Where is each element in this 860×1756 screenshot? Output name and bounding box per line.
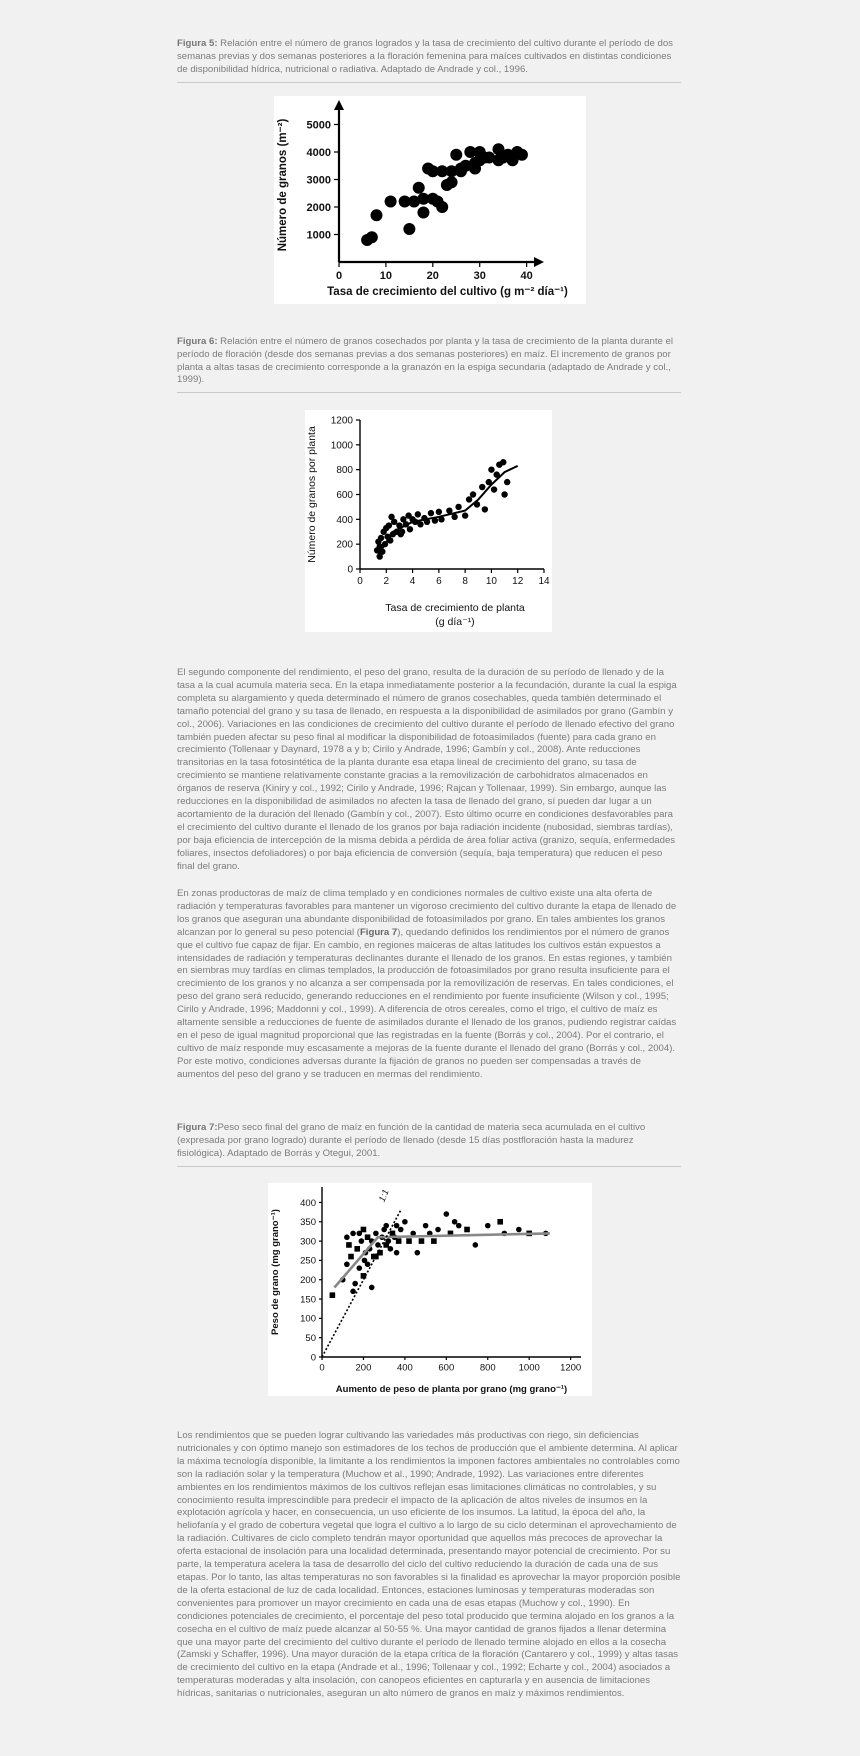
- data-point: [350, 1231, 356, 1237]
- x-tick-label: 1200: [560, 1362, 582, 1374]
- data-point: [516, 149, 528, 161]
- data-point: [388, 1246, 394, 1252]
- y-tick-label: 3000: [306, 174, 331, 187]
- data-point: [455, 504, 461, 510]
- figure-7-svg: [268, 1183, 592, 1396]
- data-point: [474, 154, 486, 166]
- divider: [177, 82, 681, 83]
- data-point: [516, 1227, 522, 1233]
- x-tick-label: 40: [520, 270, 533, 282]
- x-tick-label: 400: [396, 1362, 413, 1374]
- data-point: [361, 1227, 367, 1233]
- figure-7-reference: Figura 7: [359, 926, 398, 938]
- y-tick-label: 250: [300, 1255, 316, 1267]
- data-point: [501, 491, 507, 497]
- paragraph-2-text-a: En zonas productoras de maíz de clima templado y en condiciones normales de cultivo existe una alta oferta de radiación y temperaturas favorables para mantener un vigoroso crecimiento del cultivo durante la etapa de llenado de los granos que aseguran una abundante disponibilidad de fotoasimilados por grano. En tales ambientes los granos alcanzan por lo general su peso potencial (: [177, 888, 677, 938]
- data-point: [350, 1289, 356, 1295]
- y-tick-label: 400: [336, 514, 353, 526]
- data-point: [431, 1238, 437, 1244]
- data-point: [371, 209, 383, 221]
- data-point: [500, 459, 506, 465]
- y-tick-label: 200: [300, 1275, 316, 1287]
- one-to-one-label: 1:1: [376, 1187, 391, 1204]
- data-point: [417, 207, 429, 219]
- data-point: [394, 1223, 400, 1229]
- data-point: [485, 1223, 491, 1229]
- data-point: [466, 496, 472, 502]
- x-tick-label: 20: [426, 270, 439, 282]
- y-axis-label: Peso de grano (mg grano⁻¹): [270, 1209, 281, 1335]
- data-point: [452, 1219, 458, 1225]
- data-point: [462, 512, 468, 518]
- x-tick-label: 0: [319, 1362, 325, 1374]
- data-point: [446, 176, 458, 188]
- y-tick-label: 4000: [306, 146, 331, 159]
- data-point: [444, 1211, 450, 1217]
- y-tick-label: 200: [336, 539, 353, 551]
- data-point: [344, 1261, 350, 1267]
- x-tick-label: 12: [512, 576, 524, 587]
- y-axis-label: Número de granos (m⁻²): [277, 118, 289, 252]
- data-point: [417, 521, 423, 527]
- y-tick-label: 150: [300, 1294, 316, 1306]
- data-point: [346, 1242, 352, 1248]
- x-tick-label: 10: [485, 576, 497, 587]
- data-point: [406, 1238, 412, 1244]
- x-tick-label: 800: [479, 1362, 496, 1374]
- x-axis-label: Aumento de peso de planta por grano (mg grano⁻¹): [335, 1384, 568, 1395]
- figure-7-label: Figura 7:: [177, 1122, 218, 1133]
- y-tick-label: 2000: [306, 201, 331, 214]
- data-point: [399, 529, 405, 535]
- x-axis-label: Tasa de crecimiento del cultivo (g m⁻² día⁻¹): [327, 286, 568, 298]
- x-axis-label-units: (g día⁻¹): [435, 616, 475, 628]
- data-point: [470, 491, 476, 497]
- y-tick-label: 600: [336, 490, 353, 501]
- figure-5-caption: [177, 38, 681, 76]
- figure-7-chart: [268, 1183, 592, 1396]
- data-point: [369, 1285, 375, 1291]
- x-tick-label: 0: [335, 270, 343, 282]
- data-point: [497, 1219, 503, 1225]
- data-point: [365, 1261, 371, 1267]
- data-point: [456, 1223, 462, 1229]
- data-point: [504, 479, 510, 485]
- body-paragraph-2: [177, 888, 681, 1082]
- x-tick-label: 14: [538, 576, 550, 587]
- y-tick-label: 400: [300, 1197, 316, 1209]
- data-point: [388, 514, 394, 520]
- y-tick-label: 1200: [330, 415, 353, 427]
- data-point: [419, 1238, 425, 1244]
- figure-6-svg: [305, 410, 552, 632]
- x-tick-label: 4: [409, 576, 416, 587]
- figure-6-caption: [177, 336, 681, 387]
- data-point: [491, 486, 497, 492]
- y-tick-label: 800: [336, 465, 353, 477]
- x-tick-label: 600: [438, 1362, 455, 1374]
- data-point: [385, 196, 397, 208]
- figure-6-label: Figura 6:: [177, 336, 218, 347]
- data-point: [356, 1265, 362, 1271]
- data-point: [373, 1231, 379, 1237]
- y-tick-label: 1000: [306, 229, 331, 242]
- body-paragraph-1: El segundo componente del rendimiento, el peso del grano, resulta de la duración de su período de llenado y de la tasa a la cual acumula materia seca. En la etapa inmediatamente posterior a la fecundación, durante la cual la espiga completa su alargamiento y queda determinado el número de granos cosechables, queda también determinado el tamaño potencial del grano y su tasa de llenado, en respuesta a la disponibilidad de asimilados por grano (Gambín y col., 2006). Variaciones en las condiciones de crecimiento del cultivo durante el período de llenado efectivo del grano también pueden afectar su peso final al modificar la disponibilidad de fotoasimilados (fuente) para cada grano en crecimiento (Tollenaar y Daynard, 1978 a y b; Cirilo y Andrade, 1996; Gambín y col., 2008). Ante reducciones transitorias en la tasa fotosintética de la planta durante esa etapa lineal de crecimiento del grano, su tasa de crecimiento se mantiene relativamente constante gracias a la removilización de carbohidratos almacenados en órganos de reserva (Kiniry y col., 1992; Cirilo y Andrade, 1996; Rajcan y Tollenaar, 1999). Sin embargo, aunque las reducciones en la disponibilidad de asimilados no afecten la tasa de llenado del grano, sí pueden dar lugar a un acortamiento de la duración del llenado (Gambín y col., 2007). Esto último ocurre en condiciones desfavorables para el crecimiento del cultivo durante el llenado de los granos por baja radiación incidente (nubosidad, siembras tardías), por baja eficiencia de intercepción de la misma debida a pérdida de área foliar activa (granizo, sequía, enfermedades foliares, insectos defoliadores) o por baja eficiencia de conversión (sequía, baja temperatura) que reducen el peso final del grano.: [177, 667, 677, 872]
- y-tick-label: 100: [300, 1313, 316, 1325]
- body-paragraph-3: Los rendimientos que se pueden lograr cultivando las variedades más productivas con riego, sin deficiencias nutricionales y con óptimo manejo son estimadores de los techos de producción que el ambiente determina. Al aplicar la máxima tecnología disponible, la limitante a los rendimientos la imponen factores ambientales no controlables como son la radiación solar y la temperatura (Muchow et al., 1990; Andrade, 1992). Las variaciones entre diferentes ambientes en los rendimientos máximos de los cultivos reflejan esas limitaciones climáticas no controlables, y su conocimiento resulta imprescindible para predecir el impacto de la aplicación de altos niveles de insumos en la explotación agrícola y hacer, en consecuencia, un uso eficiente de los insumos. La latitud, la época del año, la heliofanía y el grado de cobertura vegetal que logra el cultivo a lo largo de su ciclo determinan el aprovechamiento de la radiación. Cultivares de ciclo completo tendrán mayor oportunidad que aquellos más precoces de aprovechar la oferta estacional de insolación para una localidad determinada, presentando mayor potencial de crecimiento. Por su parte, la temperatura acelera la tasa de desarrollo del ciclo del cultivo reduciendo la duración de cada una de sus etapas. Por lo tanto, las altas temperaturas no son favorables si la finalidad es aprovechar la mayor proporción posible de la oferta estacional de luz de cada localidad. Entonces, estaciones luminosas y temperaturas moderadas son convenientes para promover un mayor crecimiento en cada una de esas etapas (Muchow y col., 1990). En condiciones potenciales de crecimiento, el porcentaje del peso total producido que termina alojado en los granos a la cosecha en el cultivo de maíz puede alcanzar al 50-55 %. Una mayor cantidad de granos fijados a llenar determina que una mayor parte del crecimiento del cultivo durante el período de llenado termine alojado en ellos a la cosecha (Zamski y Schaffer, 1996). Una mayor duración de la etapa crítica de la floración (Cantarero y col., 1999) y altas tasas de crecimiento del cultivo en la etapa (Andrade et al., 1996; Tollenaar y col., 1992; Echarte y col., 2004) asociados a temperaturas moderadas y alta insolación, con canopeos eficientes en capturarla y en ausencia de limitaciones hídricas, sanitarias o nutricionales, aseguran un alto número de granos en maíz y máximos rendimientos.: [177, 1430, 681, 1700]
- data-point: [455, 165, 467, 177]
- data-point: [464, 1227, 470, 1233]
- x-tick-label: 200: [355, 1362, 372, 1374]
- data-point: [386, 522, 392, 528]
- data-point: [396, 1238, 402, 1244]
- divider: [177, 1166, 681, 1167]
- data-point: [436, 201, 448, 213]
- x-tick-label: 1000: [518, 1362, 540, 1374]
- data-point: [352, 1281, 358, 1287]
- figure-5-label: Figura 5:: [177, 38, 218, 49]
- data-point: [488, 466, 494, 472]
- data-point: [359, 1238, 365, 1244]
- data-point: [403, 223, 415, 235]
- x-axis-label: Tasa de crecimiento de planta: [385, 602, 525, 614]
- data-point: [378, 535, 384, 541]
- data-point: [413, 182, 425, 194]
- data-point: [450, 149, 462, 161]
- data-point: [354, 1246, 360, 1252]
- data-point: [407, 526, 413, 532]
- data-point: [344, 1234, 350, 1240]
- data-point: [383, 1223, 389, 1229]
- data-point: [428, 510, 434, 516]
- figure-6-caption-text: Relación entre el número de granos cosechados por planta y la tasa de crecimiento de la planta durante el período de floración (desde dos semanas previas a dos semanas posteriores) en maíz. El incremento de granos por planta a altas tasas de crecimiento corresponde a la granazón en la espiga secundaria (adaptado de Andrade y col., 1999).: [177, 336, 673, 386]
- figure-5-svg: [274, 96, 586, 304]
- data-point: [435, 1227, 441, 1233]
- data-point: [402, 1219, 408, 1225]
- y-axis-label: Número de granos por planta: [306, 426, 318, 563]
- y-tick-label: 0: [310, 1352, 316, 1364]
- data-point: [386, 1238, 392, 1244]
- y-tick-label: 1000: [330, 440, 353, 452]
- data-point: [423, 1223, 429, 1229]
- figure-7-caption: [177, 1122, 681, 1160]
- data-point: [366, 231, 378, 243]
- paragraph-2-text-b: ), quedando definidos los rendimientos por el número de granos que el cultivo fue capaz de fijar. En cambio, en regiones maiceras de altas latitudes los cultivos están expuestos a intensidades de radiación y temperaturas declinantes durante el llenado de los granos. En estas regiones, y también en siembras muy tardías en climas templados, la producción de fotoasimilados por grano resulta insuficiente para el crecimiento de los granos y no alcanza a ser compensada por la removilización de reservas. En tales condiciones, el peso del grano será reducido, generando reducciones en el rendimiento por fuente insuficiente (Wilson y col., 1995; Cirilo y Andrade, 1996; Maddonni y col., 1999). A diferencia de otros cereales, como el trigo, el cultivo de maíz es altamente sensible a reducciones de fuente de asimilados durante el llenado de los granos, pudiendo registrar caídas en el peso de igual magnitud proporcional que las registradas en la fuente (Borrás y col., 2004). Por el contrario, el cultivo de maíz responde muy escasamente a mejoras de la fuente durante el llenado del grano (Borrás y col., 2004). Por este motivo, condiciones adversas durante la fijación de granos no pueden ser compensadas a través de aumentos del peso del grano y se traducen en mermas del rendimiento.: [177, 926, 677, 1080]
- y-tick-label: 300: [300, 1236, 316, 1248]
- y-tick-label: 350: [300, 1217, 316, 1229]
- data-point: [482, 506, 488, 512]
- x-tick-label: 8: [462, 576, 468, 587]
- data-point: [365, 1234, 371, 1240]
- figure-5-caption-text: Relación entre el número de granos logrados y la tasa de crecimiento del cultivo durante el período de dos semanas previas y dos semanas posteriores a la floración femenina para maíces cultivados en distintas condiciones de disponibilidad hídrica, nutricional o radiativa. Adaptado de Andrade y col., 1996.: [177, 38, 673, 75]
- data-point: [394, 1250, 400, 1256]
- y-axis-arrow: [334, 100, 344, 110]
- data-point: [330, 1292, 336, 1298]
- y-tick-label: 0: [347, 564, 353, 576]
- x-tick-label: 10: [379, 270, 393, 282]
- data-point: [436, 509, 442, 515]
- data-point: [398, 1227, 404, 1233]
- data-point: [348, 1254, 354, 1260]
- figure-5-chart: [274, 96, 586, 304]
- y-tick-label: 5000: [306, 119, 331, 132]
- data-point: [415, 1250, 421, 1256]
- x-tick-label: 30: [473, 270, 486, 282]
- x-axis-arrow: [534, 257, 544, 267]
- figure-6-chart: [305, 410, 552, 632]
- figure-7-caption-text: Peso seco final del grano de maíz en función de la cantidad de materia seca acumulada en el cultivo (expresada por grano logrado) durante el período de llenado (desde 15 días postfloración hasta la madurez fisiológica). Adaptado de Borrás y Otegui, 2001.: [177, 1122, 646, 1159]
- data-point: [473, 1242, 479, 1248]
- data-point: [415, 511, 421, 517]
- x-tick-label: 0: [357, 576, 363, 587]
- data-point: [375, 1242, 381, 1248]
- divider: [177, 392, 681, 393]
- data-point: [479, 484, 485, 490]
- y-tick-label: 50: [305, 1333, 316, 1345]
- x-tick-label: 6: [436, 576, 442, 587]
- x-tick-label: 2: [383, 576, 390, 587]
